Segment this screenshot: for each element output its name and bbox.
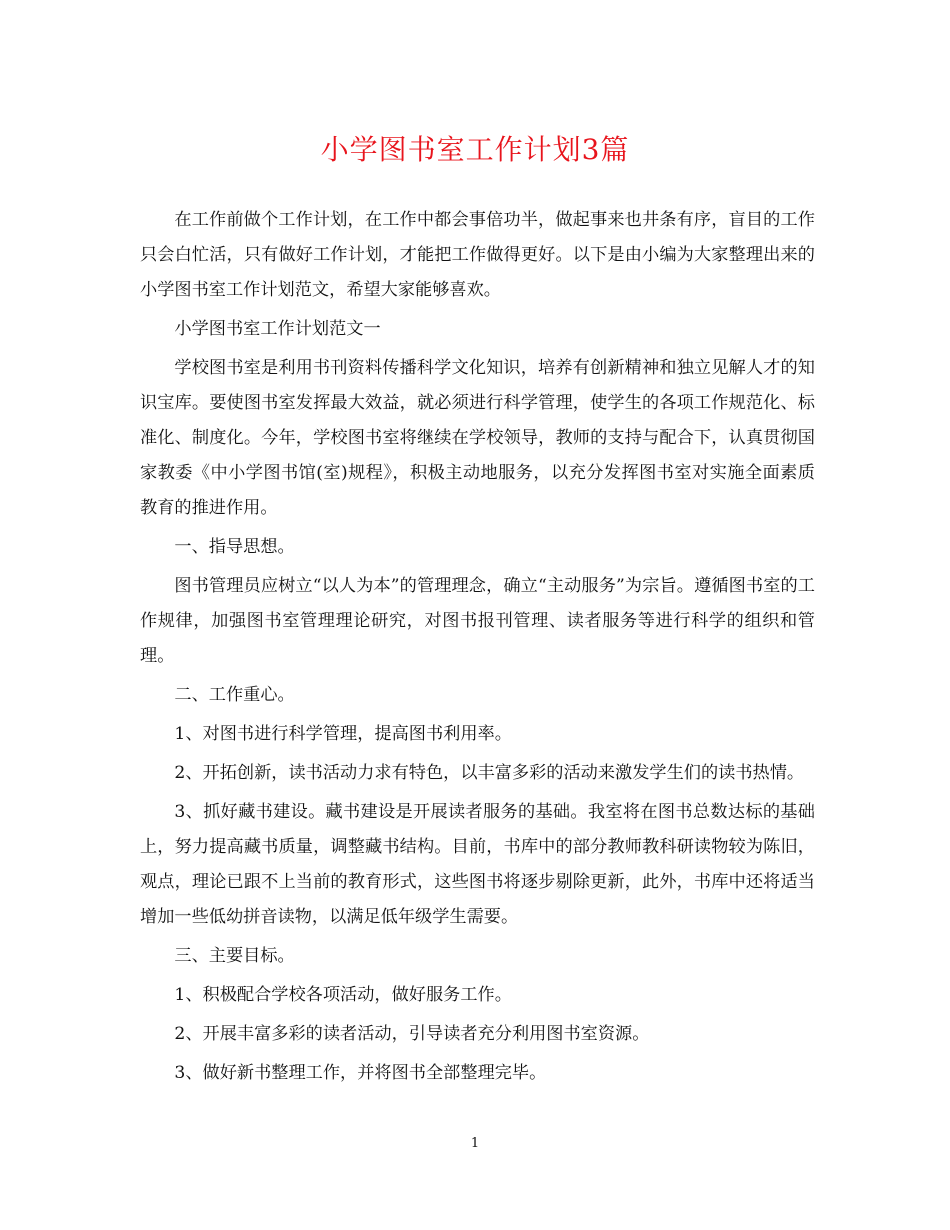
section-heading-sample-one: 小学图书室工作计划范文一	[174, 319, 381, 339]
list-item: 3、抓好藏书建设。藏书建设是开展读者服务的基础。我室将在图书总数达标的基础上，努力提高藏书质量，调整藏书结构。目前，书库中的部分教师教科研读物较为陈旧，观点，理论已跟不上当前的教育形式，这些图书将逐步剔除更新，此外，书库中还将适当增加一些低幼拼音读物，以满足低年级学生需要。	[140, 802, 815, 927]
paragraph: 图书管理员应树立“以人为本”的管理理念，确立“主动服务”为宗旨。遵循图书室的工作规律，加强图书室管理理论研究，对图书报刊管理、读者服务等进行科学的组织和管理。	[140, 576, 815, 666]
list-item: 2、开展丰富多彩的读者活动，引导读者充分利用图书室资源。	[174, 1024, 650, 1044]
document-title: 小学图书室工作计划3篇	[320, 133, 630, 166]
page-number: 1	[470, 1136, 480, 1151]
paragraph-intro: 在工作前做个工作计划，在工作中都会事倍功半，做起事来也井条有序，盲目的工作只会白忙活，只有做好工作计划，才能把工作做得更好。以下是由小编为大家整理出来的小学图书室工作计划范文，希望大家能够喜欢。	[140, 210, 815, 300]
list-item: 2、开拓创新，读书活动力求有特色，以丰富多彩的活动来激发学生们的读书热情。	[174, 763, 805, 783]
section-heading: 一、指导思想。	[174, 537, 295, 557]
section-heading: 二、工作重心。	[174, 685, 295, 705]
document-body	[140, 203, 815, 1095]
list-item: 1、积极配合学校各项活动，做好服务工作。	[174, 985, 512, 1005]
section-heading: 三、主要目标。	[174, 946, 295, 966]
list-item: 1、对图书进行科学管理，提高图书利用率。	[174, 724, 512, 744]
paragraph: 学校图书室是利用书刊资料传播科学文化知识，培养有创新精神和独立见解人才的知识宝库。要使图书室发挥最大效益，就必须进行科学管理，使学生的各项工作规范化、标准化、制度化。今年，学校图书室将继续在学校领导，教师的支持与配合下，认真贯彻国家教委《中小学图书馆(室)规程》，积极主动地服务，以充分发挥图书室对实施全面素质教育的推进作用。	[140, 358, 815, 518]
list-item: 3、做好新书整理工作，并将图书全部整理完毕。	[174, 1063, 547, 1083]
